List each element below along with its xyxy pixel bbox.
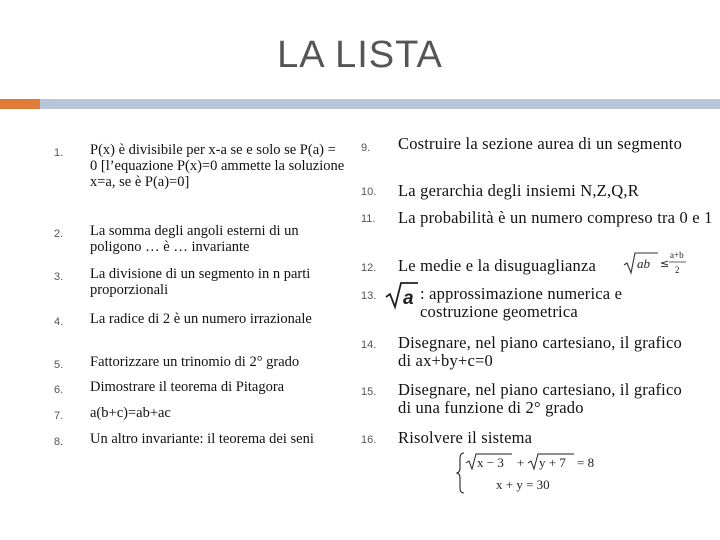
list-item: La divisione di un segmento in n parti proporzionali: [90, 266, 311, 298]
list-item-number: 11.: [361, 213, 376, 225]
list-item-number: 6.: [54, 384, 64, 396]
list-item: : approssimazione numerica e costruzione geometrica: [420, 284, 623, 321]
eq1-rhs: = 8: [577, 455, 595, 470]
list-item-number: 12.: [361, 262, 377, 274]
denominator: 2: [675, 265, 680, 275]
relation: ≤: [660, 257, 670, 270]
sqrt-a-formula: [384, 280, 420, 310]
mean-inequality-formula: [622, 247, 688, 279]
list-item: Un altro invariante: il teorema dei seni: [90, 431, 314, 447]
list-item: a(b+c)=ab+ac: [90, 405, 171, 421]
eq1-radicand-2: y + 7: [539, 455, 566, 470]
eq1-radicand-1: x − 3: [477, 455, 504, 470]
list-item: La gerarchia degli insiemi N,Z,Q,R: [398, 181, 639, 200]
accent-bar-blue: [40, 99, 720, 109]
list-item: La radice di 2 è un numero irrazionale: [90, 311, 312, 327]
list-item-number: 8.: [54, 436, 64, 448]
list-item-number: 13.: [361, 290, 377, 302]
list-item-number: 14.: [361, 339, 377, 351]
list-item-number: 1.: [54, 147, 64, 159]
numerator: a+b: [670, 250, 684, 260]
list-item: Costruire la sezione aurea di un segmento: [398, 134, 683, 153]
list-item-number: 2.: [54, 228, 64, 240]
list-item: P(x) è divisibile per x-a se e solo se P(a) = 0 [l’equazione P(x)=0 ammette la soluzione x=a, se è P(a)=0]: [90, 142, 345, 190]
accent-bar-orange: [0, 99, 40, 109]
system-formula: [456, 450, 606, 496]
page-title: LA LISTA: [277, 34, 443, 76]
list-item: Fattorizzare un trinomio di 2° grado: [90, 354, 300, 370]
list-item-number: 10.: [361, 186, 377, 198]
eq1-plus: +: [517, 455, 525, 470]
list-item: La probabilità è un numero compreso tra 0 e 1: [398, 208, 713, 227]
list-item-number: 3.: [54, 271, 64, 283]
eq2: x + y = 30: [496, 477, 550, 492]
list-item: Disegnare, nel piano cartesiano, il grafico di una funzione di 2° grado: [398, 380, 682, 417]
list-item-number: 4.: [54, 316, 64, 328]
list-item: Risolvere il sistema: [398, 428, 533, 447]
radicand: a: [403, 288, 414, 309]
radicand: ab: [637, 256, 650, 271]
list-item-number: 7.: [54, 410, 64, 422]
list-item: La somma degli angoli esterni di un poligono … è … invariante: [90, 223, 299, 255]
list-item-number: 16.: [361, 434, 377, 446]
list-item: Dimostrare il teorema di Pitagora: [90, 379, 285, 395]
list-item-number: 5.: [54, 359, 64, 371]
list-item-number: 9.: [361, 142, 371, 154]
list-item: Disegnare, nel piano cartesiano, il grafico di ax+by+c=0: [398, 333, 682, 370]
system-brace: [457, 453, 464, 493]
list-item: Le medie e la disuguaglianza: [398, 256, 597, 275]
list-item-number: 15.: [361, 386, 377, 398]
